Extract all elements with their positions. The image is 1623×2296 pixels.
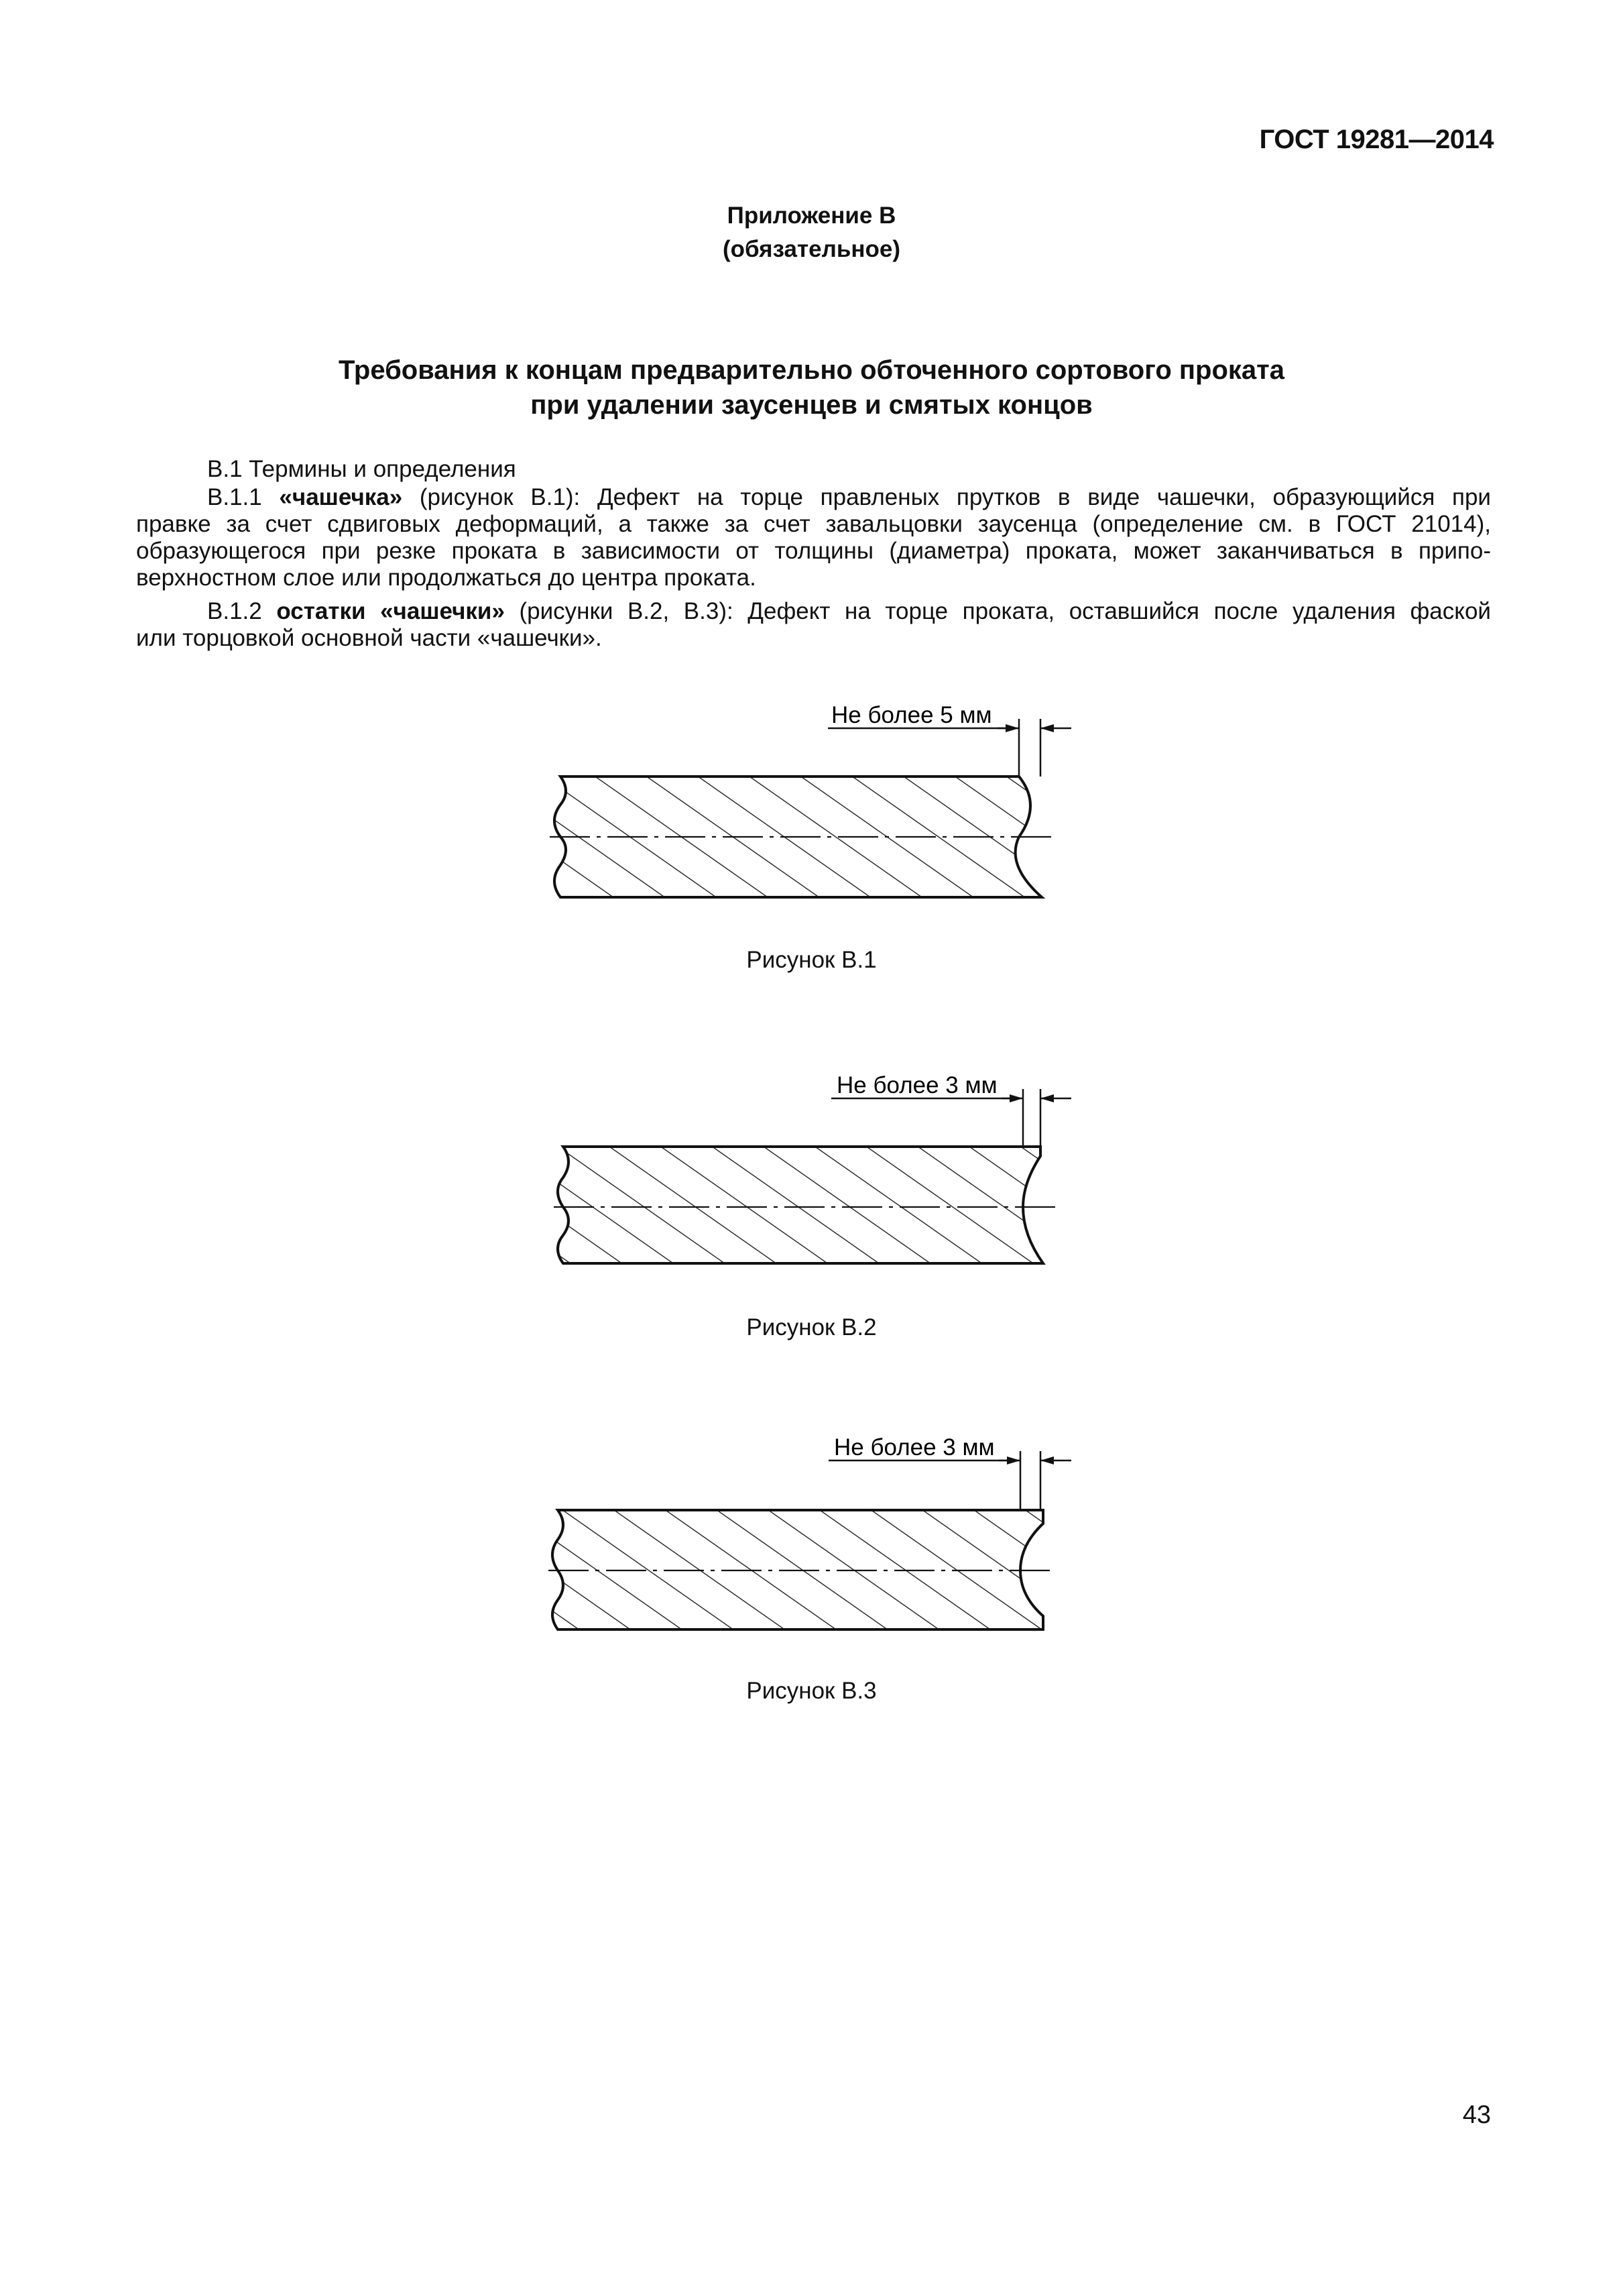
b12-line-1 [207,598,1491,625]
arrow-left [1040,1094,1054,1102]
b11-number: В.1.1 [207,484,262,510]
figure-b2 [0,1066,1623,1267]
figure-b3 [0,1428,1623,1636]
b11-line-1 [207,484,1491,511]
arrow-right [1007,1456,1020,1465]
b12-term: остатки «чашечки» [276,598,505,624]
arrow-left [1040,724,1054,732]
dimension-label: Не более 3 мм [837,1072,998,1098]
b12-line-2: или торцовкой основной части «чашечки». [136,625,602,651]
caption-b2: Рисунок В.2 [746,1314,877,1340]
b12-number: В.1.2 [207,598,262,624]
b11-line-2: правке за счет сдвиговых деформаций, а также за счет завальцовки заусенца (определение см. в ГОСТ 21014), [136,511,1491,537]
standard-number: ГОСТ 19281—2014 [1259,125,1494,154]
section-b1: В.1 Термины и определения [207,456,516,482]
b11-term: «чашечка» [279,484,403,510]
caption-b1: Рисунок В.1 [746,947,877,973]
figure-b1 [0,697,1623,899]
hatched-bar [558,1147,1043,1263]
dimension-label: Не более 5 мм [831,702,992,728]
b11-line-4: верхностном слое или продолжаться до центра проката. [136,565,756,591]
dimension-label: Не более 3 мм [834,1434,995,1460]
b12-line-1-rest: (рисунки В.2, В.3): Дефект на торце проката, оставшийся после удаления фаской [519,598,1491,624]
heading-line-1: Требования к концам предварительно обточенного сортового проката [339,355,1284,385]
arrow-right [1010,1094,1023,1102]
heading-line-2: при удалении заусенцев и смятых концов [530,390,1093,420]
appendix-title: Приложение В [727,203,896,229]
arrow-left [1040,1456,1054,1465]
b11-line-3: образующегося при резке проката в зависимости от толщины (диаметра) проката, может заканчиваться в припо- [136,538,1491,564]
b11-line-1-rest: (рисунок В.1): Дефект на торце правленых прутков в виде чашечки, образующийся при [419,484,1491,510]
page-number: 43 [1462,2101,1491,2129]
caption-b3: Рисунок В.3 [746,1678,877,1704]
appendix-status: (обязательное) [722,236,900,262]
arrow-right [1006,724,1019,732]
